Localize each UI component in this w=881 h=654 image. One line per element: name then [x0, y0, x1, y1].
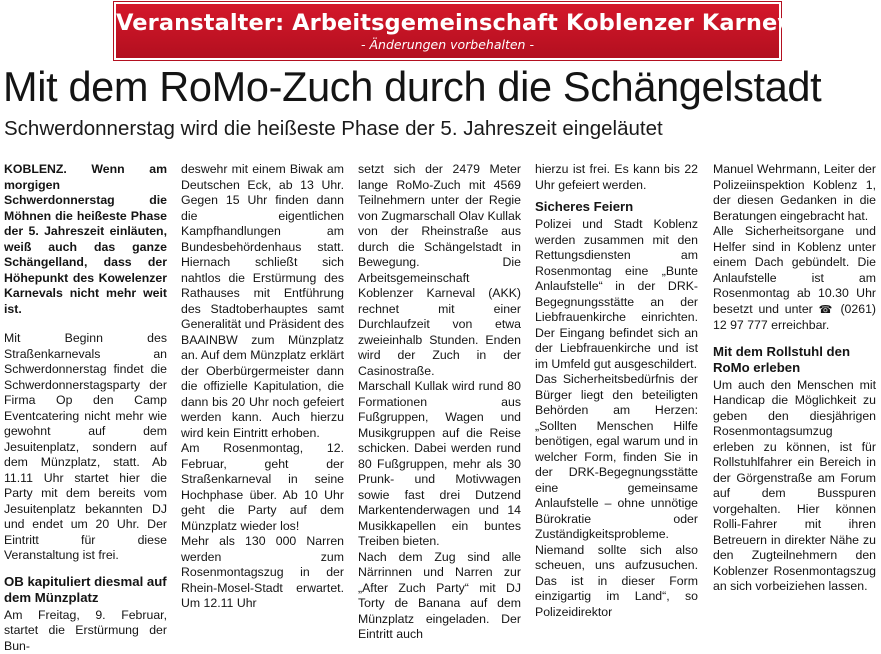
article-column-1 [4, 162, 167, 654]
body-paragraph [713, 224, 876, 334]
article-column-4 [535, 162, 698, 620]
body-paragraph: Am Rosenmontag, 12. Februar, geht der Straßenkarneval in seine Hochphase über. Ab 10 Uhr geht die Party auf dem Münzplatz wieder los! [181, 441, 344, 534]
telephone-icon: ☎ [819, 304, 835, 316]
article-column-2 [181, 162, 344, 612]
body-paragraph: Um auch den Menschen mit Handicap die Möglichkeit zu geben den diesjährigen Rosenmontagsumzug erleben zu können, ist für Rollstuhlfahrer ein Bereich in der Görgenstraße am Forum auf dem Busspuren vorgehalten. Hier können Rolli-Fahrer mit ihren Betreuern in direkter Nähe zu den Zugteilnehmern den Koblenzer Rosenmontagszug an sich vorbeiziehen lassen. [713, 378, 876, 595]
lead-paragraph [4, 162, 167, 317]
article-column-5 [713, 162, 876, 595]
phone-number: (0261) 12 97 777 [713, 302, 876, 333]
body-paragraph: setzt sich der 2479 Meter lange RoMo-Zuch mit 4569 Teilnehmern unter der Regie von Zugmarschall Olav Kullak von der Rheinstraße aus durch die Schängelstadt in Bewegung. Die Arbeitsgemeinschaft Koblenzer Karneval (AKK) rechnet mit einer Durchlaufzeit von etwa zweieinhalb Stunden. Enden wird der Zuch in der Casinostraße. [358, 162, 521, 379]
organizer-banner [114, 2, 781, 60]
body-paragraph: Mehr als 130 000 Narren werden zum Rosenmontagszug in der Rhein-Mosel-Stadt erwartet. Um 12.11 Uhr [181, 534, 344, 612]
section-heading-sicheres-feiern: Sicheres Feiern [535, 199, 698, 215]
contact-text-end: erreichbar. [771, 318, 829, 332]
body-paragraph: Marschall Kullak wird rund 80 Formationen aus Fußgruppen, Wagen und Musikgruppen auf die Reise schicken. Dabei werden rund 80 Fußgruppen, mehr als 30 Prunk- und Motivwagen sowie fast drei Dutzend Markentenderwagen und 14 Musikkapellen ein buntes Treiben bieten. [358, 379, 521, 550]
article-headline: Mit dem RoMo-Zuch durch die Schängelstadt [3, 62, 821, 112]
body-paragraph: Manuel Wehrmann, Leiter der Polizeiinspektion Koblenz 1, der diesen Gedanken in die Beratungen eingebracht hat. [713, 162, 876, 224]
banner-title: Veranstalter: Arbeitsgemeinschaft Koblenzer Karneval e.V. [116, 4, 779, 38]
body-paragraph: Am Freitag, 9. Februar, startet die Erstürmung der Bun- [4, 608, 167, 654]
body-paragraph: Nach dem Zug sind alle Närrinnen und Narren zur „After Zuch Party“ mit DJ Torty de Banana auf dem Münzplatz eingeladen. Der Eintritt auch [358, 550, 521, 643]
section-heading-rollstuhl: Mit dem Rollstuhl den RoMo erleben [713, 344, 876, 376]
body-paragraph: Das Sicherheitsbedürfnis der Bürger liegt den beteiligten Behörden am Herzen: „Sollten Menschen Hilfe benötigen, egal warum und in welcher Form, finden Sie in der DRK-Begegnungsstätte eine gemeinsame Anlaufstelle – ohne unnötige Bürokratie oder Zuständigkeitsprobleme. Niemand sollte sich also scheuen, uns aufzusuchen. Das ist in dieser Form einzigartig im Land“, so Polizeidirektor [535, 372, 698, 620]
body-paragraph: deswehr mit einem Biwak am Deutschen Eck, ab 13 Uhr. Gegen 15 Uhr finden dann die eigentlichen Kampfhandlungen am Bundesbehördenhaus statt. Hiernach schließt sich nahtlos die Erstürmung des Rathauses mit Entführung des Stadtoberhauptes samt Generalität und Präsident des BAAINBW zum Münzplatz an. Auf dem Münzplatz erklärt der Oberbürgermeister dann die offizielle Kapitulation, die dann bis 20 Uhr noch gefeiert werden kann. Auch hierzu wird kein Eintritt erhoben. [181, 162, 344, 441]
section-heading-ob: OB kapituliert diesmal auf dem Münzplatz [4, 574, 167, 606]
article-column-3 [358, 162, 521, 643]
lead-text: Wenn am morgigen Schwerdonnerstag die Möhnen die heißeste Phase der 5. Jahreszeit einläuten, weiß auch das ganze Schängelland, dass der Höhepunkt des Kowelenzer Karnevals nicht mehr weit ist. [4, 162, 167, 316]
body-paragraph: Mit Beginn des Straßenkarnevals an Schwerdonnerstag findet die Schwerdonnerstagsparty der Firma Op den Camp Eventcatering nicht mehr wie gewohnt auf dem Jesuitenplatz, sondern auf dem Münzplatz, statt. Ab 11.11 Uhr startet hier die Party mit dem bereits vom Jesuitenplatz bekannten DJ und endet um 20 Uhr. Der Eintritt für diese Veranstaltung ist frei. [4, 331, 167, 564]
dateline: KOBLENZ. [4, 162, 67, 176]
article-subheadline: Schwerdonnerstag wird die heißeste Phase der 5. Jahreszeit eingeläutet [4, 116, 663, 142]
banner-subtitle: - Änderungen vorbehalten - [116, 38, 779, 52]
body-paragraph: Polizei und Stadt Koblenz werden zusammen mit den Rettungsdiensten am Rosenmontag eine „Bunte Anlaufstelle“ in der DRK-Begegnungsstätte an der Liebfrauenkirche einrichten. Der Eingang befindet sich an der Liebfrauenkirche und ist im Umfeld gut ausgeschildert. [535, 217, 698, 372]
contact-text: Alle Sicherheitsorgane und Helfer sind in Koblenz unter einem Dach gebündelt. Die Anlaufstelle ist am Rosenmontag ab 10.30 Uhr besetzt und unter [713, 224, 876, 316]
body-paragraph: hierzu ist frei. Es kann bis 22 Uhr gefeiert werden. [535, 162, 698, 193]
